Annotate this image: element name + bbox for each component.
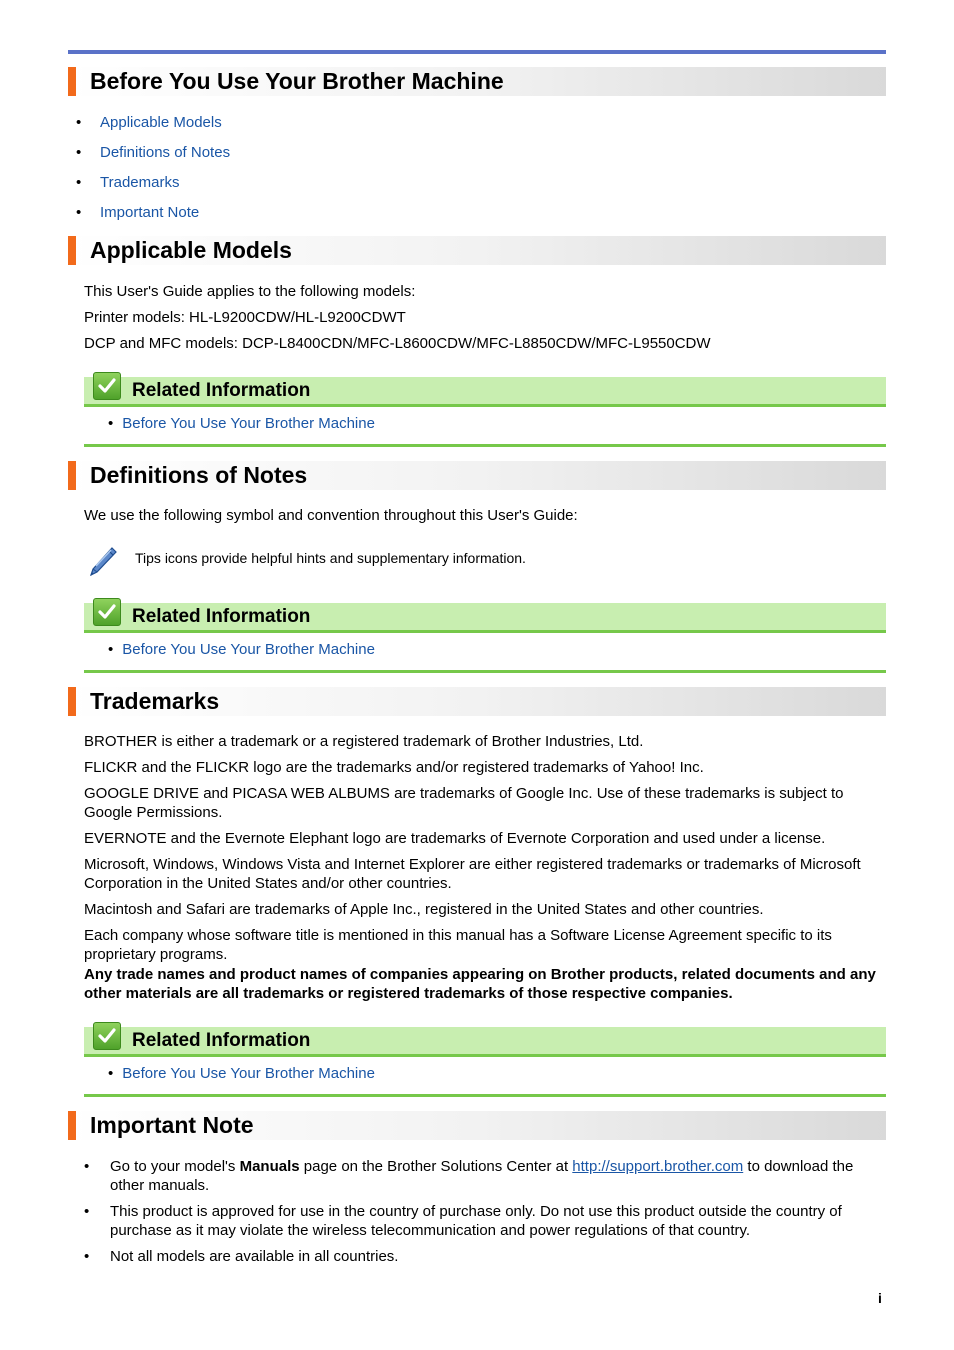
related-item [108, 1064, 375, 1084]
bullet: • [76, 114, 82, 131]
related-information-header [84, 1027, 886, 1057]
definitions-intro: We use the following symbol and convention throughout this User's Guide: [84, 507, 578, 524]
bullet: • [108, 415, 114, 432]
top-rule [68, 50, 886, 54]
related-divider [84, 1094, 886, 1097]
trademark-paragraph: EVERNOTE and the Evernote Elephant logo are trademarks of Evernote Corporation and used under a license. [84, 830, 826, 847]
bullet: • [108, 1065, 114, 1082]
trademark-paragraph: Macintosh and Safari are trademarks of Apple Inc., registered in the United States and other countries. [84, 901, 764, 918]
section-heading-important-note [68, 1111, 886, 1140]
checkmark-icon [93, 598, 121, 626]
heading-title: Before You Use Your Brother Machine [90, 68, 504, 94]
bullet: • [84, 1158, 90, 1175]
trademark-paragraph: Microsoft, Windows, Windows Vista and Internet Explorer are either registered trademarks or trademarks of Microsoft Corporation in the United States and/or other countries. [84, 856, 861, 892]
manuals-bold: Manuals [239, 1158, 300, 1175]
section-heading-before-you-use [68, 67, 886, 96]
pencil-icon [88, 546, 118, 578]
applicable-line: Printer models: HL-L9200CDW/HL-L9200CDWT [84, 309, 406, 326]
related-information-header [84, 603, 886, 633]
checkmark-icon [93, 372, 121, 400]
section-heading-applicable-models [68, 236, 886, 265]
toc-link-trademarks[interactable]: Trademarks [100, 174, 180, 191]
bullet: • [108, 641, 114, 658]
heading-accent [68, 687, 76, 716]
related-link-before-you-use[interactable]: Before You Use Your Brother Machine [122, 1065, 375, 1082]
applicable-line: This User's Guide applies to the following models: [84, 283, 416, 300]
heading-accent [68, 461, 76, 490]
important-item-availability: Not all models are available in all countries. [110, 1248, 399, 1265]
bullet: • [76, 144, 82, 161]
heading-title: Applicable Models [90, 237, 292, 263]
heading-accent [68, 236, 76, 265]
section-heading-trademarks [68, 687, 886, 716]
text-segment: to download the other manuals. [110, 1158, 854, 1194]
related-item [108, 640, 375, 660]
trademark-paragraph: Each company whose software title is mentioned in this manual has a Software License Agreement specific to its proprietary programs. [84, 927, 832, 963]
related-divider [84, 444, 886, 447]
bullet: • [76, 204, 82, 221]
toc-link-applicable-models[interactable]: Applicable Models [100, 114, 222, 131]
text-segment: Go to your model's [110, 1158, 240, 1175]
bullet: • [76, 174, 82, 191]
heading-title: Important Note [90, 1112, 254, 1138]
related-link-before-you-use[interactable]: Before You Use Your Brother Machine [122, 641, 375, 658]
toc-link-definitions-of-notes[interactable]: Definitions of Notes [100, 144, 231, 161]
page-number: i [878, 1290, 882, 1306]
related-information-title: Related Information [132, 1030, 311, 1051]
related-divider [84, 670, 886, 673]
checkmark-icon [93, 1022, 121, 1050]
related-item [108, 414, 375, 434]
important-item-manuals [110, 1157, 886, 1195]
tip-text: Tips icons provide helpful hints and supplementary information. [135, 550, 526, 566]
support-link[interactable]: http://support.brother.com [572, 1158, 744, 1175]
related-information-title: Related Information [132, 606, 311, 627]
trademark-paragraph: FLICKR and the FLICKR logo are the trademarks and/or registered trademarks of Yahoo! Inc. [84, 759, 704, 776]
trademark-paragraph: BROTHER is either a trademark or a registered trademark of Brother Industries, Ltd. [84, 733, 644, 750]
toc-link-important-note[interactable]: Important Note [100, 204, 200, 221]
text-segment: page on the Brother Solutions Center at [299, 1158, 573, 1175]
trademark-paragraph: GOOGLE DRIVE and PICASA WEB ALBUMS are trademarks of Google Inc. Use of these trademarks is subject to Google Permissions. [84, 785, 844, 821]
related-link-before-you-use[interactable]: Before You Use Your Brother Machine [122, 415, 375, 432]
heading-accent [68, 1111, 76, 1140]
related-information-header [84, 377, 886, 407]
important-item-country: This product is approved for use in the country of purchase only. Do not use this product outside the country of purchase as it may violate the wireless telecommunication and power regulations of that country. [110, 1203, 842, 1239]
applicable-line: DCP and MFC models: DCP-L8400CDN/MFC-L8600CDW/MFC-L8850CDW/MFC-L9550CDW [84, 335, 711, 352]
section-heading-definitions-of-notes [68, 461, 886, 490]
related-information-title: Related Information [132, 380, 311, 401]
bullet: • [84, 1248, 90, 1265]
heading-accent [68, 67, 76, 96]
heading-title: Definitions of Notes [90, 462, 308, 488]
heading-title: Trademarks [90, 688, 220, 714]
trademark-bold-note: Any trade names and product names of companies appearing on Brother products, related documents and any other materials are all trademarks or registered trademarks of those respective companies. [84, 966, 876, 1002]
bullet: • [84, 1203, 90, 1220]
